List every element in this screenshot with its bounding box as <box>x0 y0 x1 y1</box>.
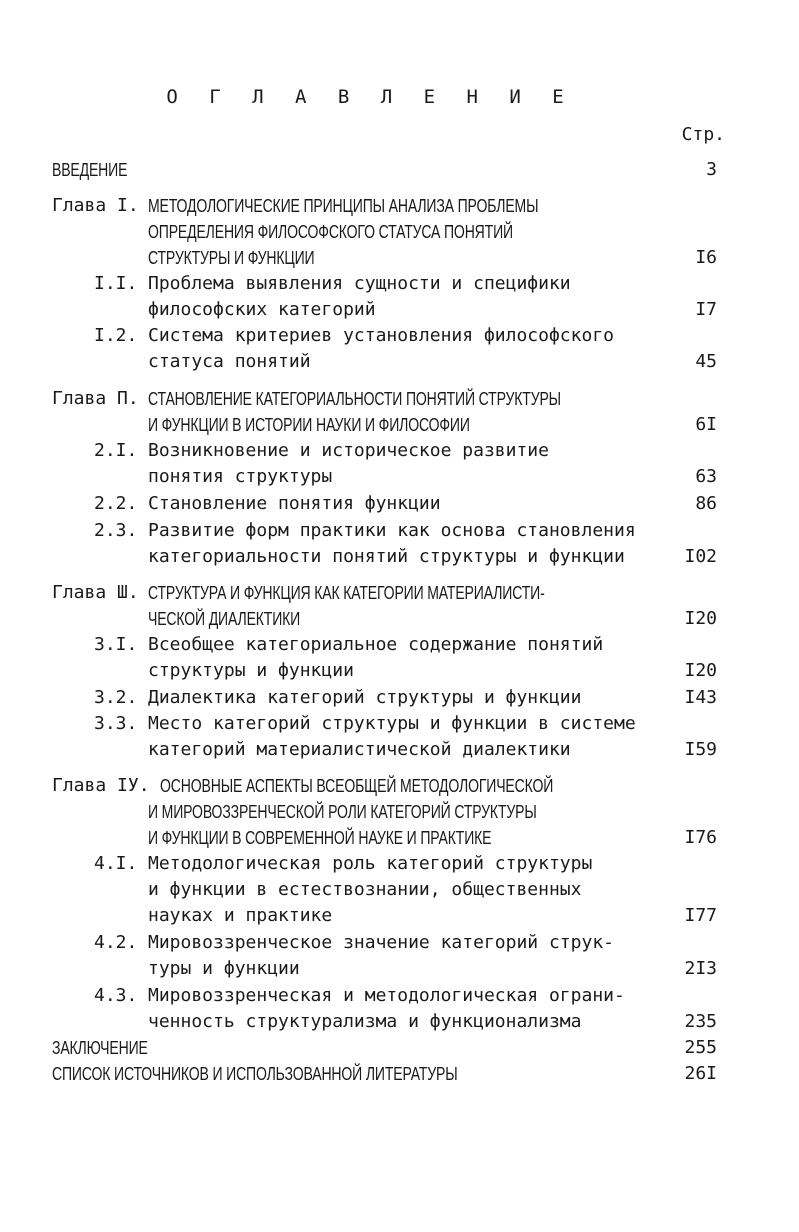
section-page: I77 <box>684 905 717 926</box>
conclusion-page: 255 <box>684 1037 717 1058</box>
section-page: 2I3 <box>684 958 717 979</box>
section-number: 4.2. <box>94 932 138 953</box>
chapter-title-line: МЕТОДОЛОГИЧЕСКИЕ ПРИНЦИПЫ АНАЛИЗА ПРОБЛЕМЫ <box>148 196 539 216</box>
section-number: 2.I. <box>94 440 138 461</box>
section-title-line: туры и функции <box>148 958 300 979</box>
section-page: 86 <box>695 493 717 514</box>
chapter-label: Глава I. <box>52 195 139 216</box>
chapter-label: Глава П. <box>52 388 139 409</box>
section-number: 3.I. <box>94 634 138 655</box>
section-number: I.2. <box>94 325 138 346</box>
section-title-line: категориальности понятий структуры и функции <box>148 546 625 567</box>
section-title-line: Диалектика категорий структуры и функции <box>148 687 582 708</box>
section-title-line: Место категорий структуры и функции в системе <box>148 713 636 734</box>
section-page: 45 <box>695 351 717 372</box>
chapter-title-line: ОСНОВНЫЕ АСПЕКТЫ ВСЕОБЩЕЙ МЕТОДОЛОГИЧЕСКОЙ <box>160 776 554 796</box>
section-number: 4.3. <box>94 985 138 1006</box>
section-title-line: ченность структурализма и функционализма <box>148 1011 582 1032</box>
section-title-line: категорий материалистической диалектики <box>148 739 571 760</box>
chapter-title-line: СТРУКТУРА И ФУНКЦИЯ КАК КАТЕГОРИИ МАТЕРИАЛИСТИ- <box>148 583 545 603</box>
section-title-line: Становление понятия функции <box>148 493 441 514</box>
chapter-page: I76 <box>684 827 717 848</box>
intro-page: 3 <box>706 159 717 180</box>
chapter-page: I20 <box>684 608 717 629</box>
chapter-title-line: ОПРЕДЕЛЕНИЯ ФИЛОСОФСКОГО СТАТУСА ПОНЯТИЙ <box>148 222 513 242</box>
chapter-title-line: И ФУНКЦИИ В ИСТОРИИ НАУКИ И ФИЛОСОФИИ <box>148 415 470 435</box>
section-page: I20 <box>684 660 717 681</box>
section-title-line: Возникновение и историческое развитие <box>148 440 549 461</box>
chapter-label: Глава IУ. <box>52 775 150 796</box>
section-title-line: Развитие форм практики как основа становления <box>148 520 636 541</box>
chapter-title-line: ЧЕСКОЙ ДИАЛЕКТИКИ <box>148 609 301 629</box>
intro-label: ВВЕДЕНИЕ <box>52 160 128 180</box>
section-title-line: понятия структуры <box>148 466 333 487</box>
section-page: I59 <box>684 739 717 760</box>
section-title-line: Всеобщее категориальное содержание понятий <box>148 634 604 655</box>
section-number: 3.2. <box>94 687 138 708</box>
chapter-title-line: И МИРОВОЗЗРЕНЧЕСКОЙ РОЛИ КАТЕГОРИЙ СТРУКТУРЫ <box>148 802 537 822</box>
section-title-line: Методологическая роль категорий структуры <box>148 853 593 874</box>
section-title-line: Мировоззренческая и методологическая ограни- <box>148 985 625 1006</box>
section-title-line: статуса понятий <box>148 351 311 372</box>
chapter-page: 6I <box>695 414 717 435</box>
chapter-title-line: СТАНОВЛЕНИЕ КАТЕГОРИАЛЬНОСТИ ПОНЯТИЙ СТРУКТУРЫ <box>148 389 561 409</box>
section-title-line: Проблема выявления сущности и специфики <box>148 273 571 294</box>
section-title-line: науках и практике <box>148 905 333 926</box>
page-title: О Г Л А В Л Е Н И Е <box>166 86 574 108</box>
section-number: I.I. <box>94 273 138 294</box>
bibliography-label: СПИСОК ИСТОЧНИКОВ И ИСПОЛЬЗОВАННОЙ ЛИТЕРАТУРЫ <box>52 1064 458 1084</box>
section-page: I02 <box>684 546 717 567</box>
section-title-line: Система критериев установления философского <box>148 325 614 346</box>
section-number: 2.3. <box>94 520 138 541</box>
section-title-line: Мировоззренческое значение категорий струк- <box>148 932 614 953</box>
section-page: 235 <box>684 1011 717 1032</box>
section-page: I7 <box>695 299 717 320</box>
page-column-label: Стр. <box>681 124 725 145</box>
chapter-title-line: СТРУКТУРЫ И ФУНКЦИИ <box>148 248 315 268</box>
section-title-line: структуры и функции <box>148 660 354 681</box>
section-title-line: философских категорий <box>148 299 376 320</box>
chapter-label: Глава Ш. <box>52 582 139 603</box>
section-page: 63 <box>695 466 717 487</box>
section-number: 3.3. <box>94 713 138 734</box>
section-number: 4.I. <box>94 853 138 874</box>
chapter-page: I6 <box>695 247 717 268</box>
section-page: I43 <box>684 687 717 708</box>
bibliography-page: 26I <box>684 1063 717 1084</box>
section-number: 2.2. <box>94 493 138 514</box>
chapter-title-line: И ФУНКЦИИ В СОВРЕМЕННОЙ НАУКЕ И ПРАКТИКЕ <box>148 828 492 848</box>
conclusion-label: ЗАКЛЮЧЕНИЕ <box>52 1038 148 1058</box>
section-title-line: и функции в естествознании, общественных <box>148 879 582 900</box>
